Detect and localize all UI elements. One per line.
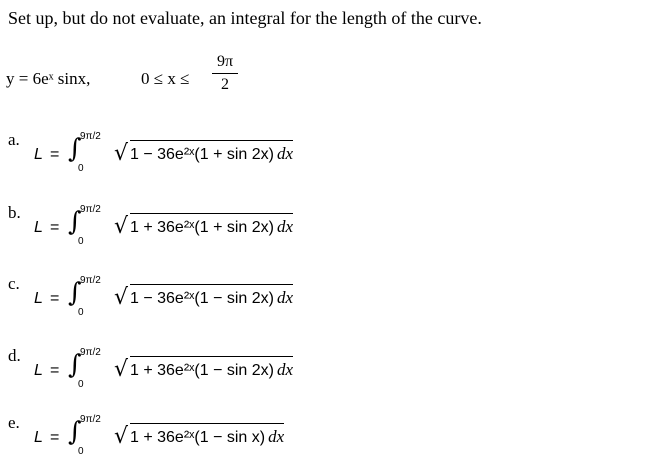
radicand-expression: 1 + 36e²ˣ(1 − sin x) <box>130 429 266 446</box>
sqrt-sign: √ <box>114 424 129 449</box>
lower-limit: 0 <box>78 379 84 390</box>
integral-sign: ∫ <box>68 278 82 308</box>
equals-sign: = <box>50 219 60 236</box>
upper-limit: 9π/2 <box>80 275 101 286</box>
lower-limit: 0 <box>78 236 84 247</box>
radicand-expression: 1 − 36e²ˣ(1 + sin 2x) <box>130 146 274 163</box>
fraction-bar <box>212 73 238 74</box>
sqrt-sign: √ <box>114 357 129 382</box>
lower-limit: 0 <box>78 446 84 457</box>
integral-sign: ∫ <box>68 350 82 380</box>
radicand-expression: 1 + 36e²ˣ(1 + sin 2x) <box>130 219 274 236</box>
radicand <box>130 213 293 237</box>
length-symbol: L <box>34 290 43 307</box>
lower-limit: 0 <box>78 307 84 318</box>
equals-sign: = <box>50 362 60 379</box>
radicand-expression: 1 + 36e²ˣ(1 − sin 2x) <box>130 362 274 379</box>
length-symbol: L <box>34 146 43 163</box>
integral-sign: ∫ <box>68 207 82 237</box>
fraction-numerator: 9π <box>216 53 234 70</box>
fraction-denominator: 2 <box>221 76 229 93</box>
upper-limit: 9π/2 <box>80 131 101 142</box>
question-text: Set up, but do not evaluate, an integral for the length of the curve. <box>8 8 482 28</box>
option-letter: b. <box>8 203 21 222</box>
differential: dx <box>277 360 294 379</box>
upper-limit: 9π/2 <box>80 414 101 425</box>
radicand <box>130 356 293 380</box>
equals-sign: = <box>50 290 60 307</box>
radicand <box>130 284 293 308</box>
option-letter: a. <box>8 130 20 149</box>
differential: dx <box>277 288 294 307</box>
radicand-expression: 1 − 36e²ˣ(1 − sin 2x) <box>130 290 274 307</box>
option-a[interactable] <box>0 130 653 190</box>
option-c[interactable] <box>0 274 653 334</box>
option-d[interactable] <box>0 346 653 406</box>
curve-equation: y = 6eˣ sinx, <box>6 69 91 88</box>
upper-limit: 9π/2 <box>80 204 101 215</box>
length-symbol: L <box>34 219 43 236</box>
length-symbol: L <box>34 429 43 446</box>
radicand <box>130 423 284 447</box>
sqrt-sign: √ <box>114 214 129 239</box>
equals-sign: = <box>50 429 60 446</box>
sqrt-sign: √ <box>114 285 129 310</box>
option-b[interactable] <box>0 203 653 263</box>
differential: dx <box>268 427 285 446</box>
equals-sign: = <box>50 146 60 163</box>
option-letter: c. <box>8 274 20 293</box>
option-e[interactable] <box>0 413 653 473</box>
integral-sign: ∫ <box>68 417 82 447</box>
upper-limit: 9π/2 <box>80 347 101 358</box>
integral-sign: ∫ <box>68 134 82 164</box>
radicand <box>130 140 293 164</box>
sqrt-sign: √ <box>114 141 129 166</box>
differential: dx <box>277 144 294 163</box>
domain-upper-fraction <box>210 52 240 95</box>
given-curve <box>6 52 306 108</box>
length-symbol: L <box>34 362 43 379</box>
option-letter: e. <box>8 413 20 432</box>
lower-limit: 0 <box>78 163 84 174</box>
differential: dx <box>277 217 294 236</box>
option-letter: d. <box>8 346 21 365</box>
domain-inequality: 0 ≤ x ≤ <box>141 69 190 88</box>
